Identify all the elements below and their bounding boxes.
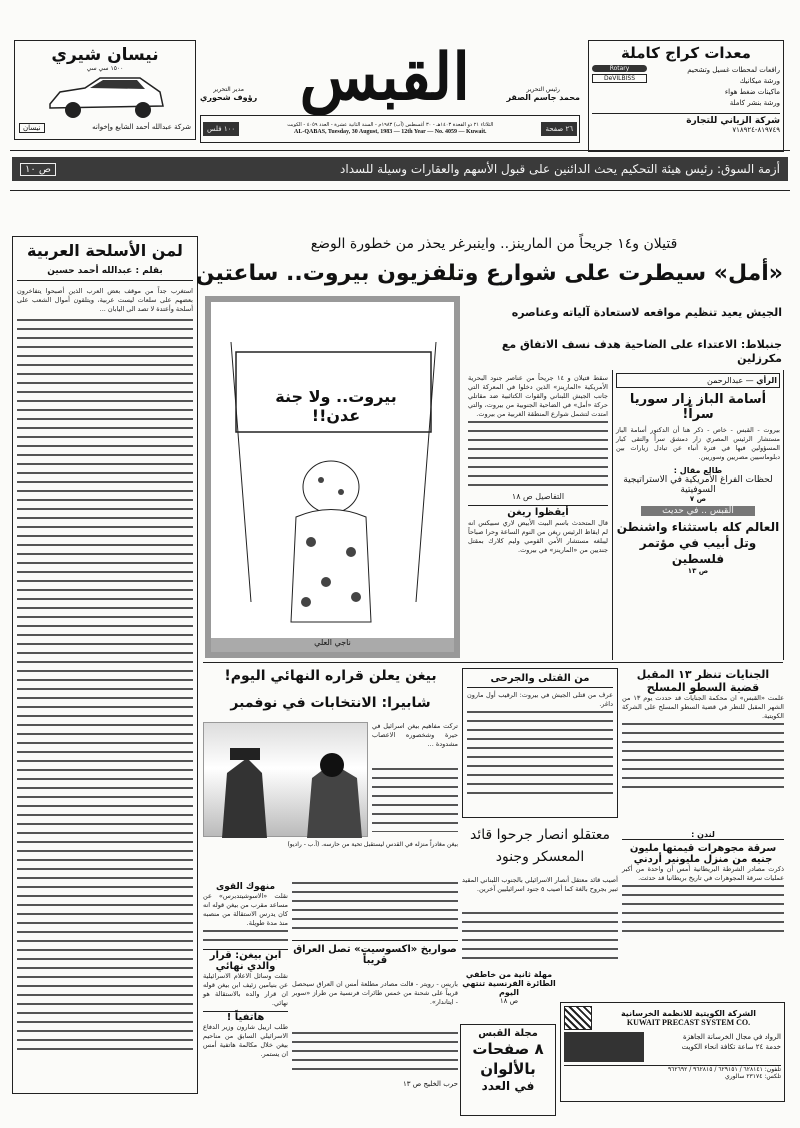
london-story [622, 830, 784, 933]
lead-body [468, 374, 608, 555]
ad-company-ar: الشركة الكويتية للانظمة الخرسانية [620, 1009, 757, 1018]
lead-subhead-jumblatt: جنبلاط: الاعتداء على الضاحية هدف نسف الاتفاق مع مكرزلين [501, 338, 782, 365]
banner-headline: أزمة السوق: رئيس هيئة التحكيم يحث الدائنين على قبول الأسهم والعقارات وسيلة للسداد [340, 162, 780, 176]
top-banner[interactable] [12, 157, 788, 181]
ansar-text [462, 910, 618, 964]
ibn-begin-title: ابن بيغن: قرار والدي نهائي [203, 949, 288, 972]
ad-item: ورشة بنشر كاملة [729, 99, 780, 107]
lead-headline[interactable]: «أمل» سيطرت على شوارع وتلفزيون بيروت.. ساعتين [195, 261, 783, 286]
nissan-logo: نيسان [19, 123, 45, 133]
missiles-text [292, 1030, 458, 1070]
company-phone: ٨١٩٧٤٩-٧١٨٩٢٤ [732, 126, 780, 134]
lead-kicker: قتيلان و١٤ جريحاً من المارينز.. واينبرغر يحذر من خطورة الوضع [310, 236, 678, 252]
opinion-body: بيروت - القبس - خاص - ذكر هنا أن الدكتور أسامة الباز مستشار الرئيس المصري زار دمشق سراً والتقى كبار المسؤولين فيها في فترة أنباء عن تبادل زيارات بين دبلوماسيين مصريين وسوريين. [616, 426, 780, 461]
interview-headline[interactable]: العالم كله باستثناء واشنطن وتل أبيب في مؤتمر فلسطين [616, 520, 780, 566]
opinion-column-arab-arms [12, 236, 198, 1094]
ad-subtitle: ١٥٠٠ سي سي [86, 65, 124, 72]
ad-company-en: KUWAIT PRECAST SYSTEM CO. [626, 1018, 751, 1027]
missiles-continued: حرب الخليج ص ١٣ [403, 1080, 458, 1088]
ad-item: ماكينات ضغط هواء [724, 88, 780, 96]
magazine-line3: في العدد [481, 1079, 535, 1093]
managing-editor: رؤوف شحوري [200, 93, 258, 102]
devilbiss-logo: DeVILBISS [592, 74, 647, 83]
shapira-headline[interactable]: شابيرا: الانتخابات في نوفمبر [230, 695, 431, 711]
court-title[interactable]: الجنايات تنظر ١٣ المقبل قضية السطو المسلح [636, 668, 770, 694]
opinion-box: الرأي — عبدالرحمن أسامة الباز زار سوريا سراً! بيروت - القبس - خاص - ذكر هنا أن الدكتور أسامة الباز مستشار الرئيس المصري زار دمشق سراً والتقى كبار المسؤولين فيها في فترة أنباء عن تبادل زيارات بين دبلوماسيين مصريين وسوريين. طالع مقال : لحظات الفراغ الأمريكية في الاستراتيجية السوفيتية ص ٧ القبس .. في حديث العالم كله باستثناء واشنطن وتل أبيب في مؤتمر فلسطين ص ١٣ [612, 370, 784, 660]
missiles-body: باريس - رويتر - قالت مصادر مطلعة أمس ان العراق سيحصل قريباً على شحنة من خمس طائرات فرنسية من طراز «سوبر - ايتاندار». [292, 980, 458, 1006]
date-bar [200, 115, 580, 143]
powers-text [203, 928, 288, 946]
editor-in-chief: محمد جاسم الصقر [506, 93, 580, 102]
phone-body: طلب ارييل شارون وزير الدفاع الاسرائيلي السابق من مناحيم بيغن خلال مكالمة هاتفية أمس ان يستمر. [203, 1023, 288, 1058]
ad-service: خدمة ٢٤ ساعة تكافة انحاء الكويت [681, 1043, 781, 1051]
opinion-title[interactable]: أسامة الباز زار سوريا سراً! [629, 392, 767, 422]
magazine-line1: ٨ صفحات [472, 1040, 544, 1058]
read-label: طالع مقال : [673, 466, 723, 475]
magazine-line2: بالألوان [480, 1060, 536, 1078]
london-title[interactable]: سرقة مجوهرات قيمتها مليون جنيه من منزل مليونير أردني [622, 839, 784, 865]
ibn-begin-body: نقلت وسائل الاعلام الاسرائيلية عن بنيامين زئيف ابن بيغن قوله ان قرار والده بالاستقالة هو نهائي. [203, 972, 288, 1007]
rotary-logo: Rotary [592, 65, 647, 72]
masthead [200, 40, 580, 145]
divider [203, 662, 783, 663]
court-body: علمت «القبس» ان محكمة الجنايات قد حددت يوم ١٣ من الشهر المقبل للنظر في قضية السطو المسلح على الشركة الكويتية. [622, 694, 784, 720]
london-body: ذكرت مصادر الشرطة البريطانية أمس أن واحدة من أكبر عمليات سرقة المجوهرات في تاريخ بريطانيا قد حدثت. [622, 865, 784, 882]
powers-title: منهوك القوى [215, 882, 276, 892]
price: ١٠٠ فلس [203, 122, 239, 136]
column-title: لمن الأسلحة العربية [27, 241, 183, 260]
plane-title: مهلة ثانية من خاطفي الطائرة الفرنسية تنتهي اليوم [462, 970, 556, 997]
banner-page: ص ١٠ [20, 163, 56, 176]
phone-title: هاتفياً ! [203, 1011, 288, 1023]
photo-figures [202, 723, 367, 838]
powers-body: نقلت «الاسوشيتدبرس» عن مساعد مقرب من بيغن قوله انه كان يدرس الاستقالة من منصبه منذ مدة طويلة. [203, 892, 288, 927]
begin-text-cont [292, 880, 458, 932]
ad-slogan: الرواد في مجال الخرسانة الجاهزة [682, 1033, 781, 1041]
newspaper-logo: القبس [299, 40, 470, 115]
divider [10, 150, 790, 151]
page-count: ٢٦ صفحة [541, 122, 577, 136]
court-story [622, 668, 784, 791]
magazine-title: مجلة القبس [478, 1028, 538, 1039]
court-text [622, 721, 784, 791]
company-logo [564, 1006, 592, 1030]
plane-story[interactable] [462, 970, 556, 1005]
lead-subhead-army: الجيش يعيد تنظيم مواقعه لاستعادة آلياته وعناصره [511, 306, 782, 319]
opinion-author: عبدالرحمن [706, 376, 744, 385]
managing-editor-label: مدير التحرير [213, 86, 244, 93]
cartoon-banner-text: بيروت.. ولا جنة عدن!! [275, 387, 397, 425]
nissan-ad[interactable] [14, 40, 196, 140]
garage-equipment-ad[interactable] [588, 40, 784, 152]
reagan-body: قال المتحدث باسم البيت الأبيض لاري سبيكس انه لم ايقاظ الرئيس ريغن من النوم الساعة وحرا صباحاً ليبلغه مستشار الأمن القومي وليم كلارك بمقتل جنديين من «المارينز» في بيروت. [468, 519, 608, 554]
divider [10, 190, 790, 191]
casualties-box [462, 668, 618, 818]
ad-item: رافعات لمحطات غسيل وتشحيم [687, 66, 780, 74]
column-text [17, 317, 193, 1057]
byline: بقلم : عبدالله أحمد حسين [17, 266, 193, 281]
lead-body-filler [468, 419, 608, 491]
company-name: شركة الزياني للتجارة [592, 113, 780, 126]
opinion-section: الرأي [756, 376, 777, 385]
ansar-headline[interactable]: معتقلو انصار جرحوا قائد المعسكر وجنود [469, 827, 611, 865]
begin-headline[interactable]: بيغن يعلن قراره النهائي اليوم! [224, 668, 437, 684]
ad-dark-block [564, 1032, 644, 1062]
ad-phone: تلفون: ٦٢٨١٤١ / ٦٢٩١٥١ / ٩٦٢٨١٥ / ٩٦٢٦٩٢ [564, 1065, 781, 1073]
magazine-promo[interactable] [460, 1024, 556, 1116]
ansar-body: أصيب قائد معتقل أنصار الاسرائيلي بالجنوب اللبناني المقيد ثبير بجروح بالغة كما أصيب ٥ جنود اسرائيليين آخرين. [462, 876, 618, 893]
lead-body-text: سقط قتيلان و ١٤ جريحاً من عناصر جنود البحرية الأمريكية «المارينز» الذين دخلوا في المعركة التي جانب الجيش اللبناني والقوات الكتائبية ضد مقاتلي حركة «أمل» في الضاحية الجنوبية من بيروت، والتي امتدت لتشمل شوارع المنطقة الغربية من بيروت. [468, 374, 608, 418]
precast-ad[interactable] [560, 1002, 785, 1102]
ad-title: نيسان شيري [51, 45, 159, 65]
begin-text [372, 766, 458, 832]
article-page: ص ٧ [689, 495, 707, 503]
plane-page: ص ١٨ [499, 997, 519, 1005]
photo-caption: بيغن مغادراً منزله في القدس ليستقبل تحية من حارسه. (أ.ب - راديو) [287, 841, 458, 848]
reagan-title: أيقظوا ريغن [468, 505, 608, 519]
continued: التفاصيل ص ١٨ [511, 492, 565, 501]
interview-section: القبس .. في حديث [641, 506, 755, 516]
begin-photo [203, 722, 368, 837]
begin-body: تركت مفاهيم بيغن اسرائيل في حيرة وشخصوره الاعصاب مشدودة ... [372, 722, 458, 748]
casualties-title: من القتلى والجرحى [467, 673, 613, 688]
ad-item: ورشة ميكانيك [739, 77, 780, 85]
ad-telex: تلكس: ٢٣١٧٤ سالوري [725, 1073, 781, 1080]
casualties-list [467, 709, 613, 799]
cartoon-credit: ناجي العلي [211, 638, 454, 652]
cartoon-drawing [211, 302, 454, 632]
powers-story [203, 882, 288, 1059]
car-image [45, 74, 165, 119]
missiles-headline[interactable]: صواريخ «اكسوسيت» تصل العراق قريباً [292, 940, 458, 966]
editor-label: رئيس التحرير [526, 86, 560, 93]
london-text [622, 883, 784, 933]
casualties-body: عرف من قتلى الجيش في بيروت: الرقيب أول مارون داغر. [467, 691, 613, 708]
dealer: شركة عبدالله أحمد الشايع وإخوانه [92, 123, 191, 131]
interview-page: ص ١٣ [687, 567, 709, 575]
article-link[interactable]: لحظات الفراغ الأمريكية في الاستراتيجية السوفيتية [623, 475, 773, 495]
cartoon [205, 296, 460, 658]
column-body: استغرب جداً من موقف بعض العرب الذين أصبحوا يتفاخرون بعضهم على سلعات ليست عربية، ويتلقون أموال الشعب على أسلحة وأعتدة لا تصد الى اليابان ... [17, 287, 193, 313]
date-arabic: الثلاثاء ٢١ ذو القعدة ١٤٠٣هـ - ٣٠ أغسطس (آب) ١٩٨٣م - السنة الثانية عشرة - العدد ٤٠٥٩ - الكويت [287, 122, 494, 128]
london-dateline: لندن : [691, 830, 715, 839]
ad-title: معدات كراج كاملة [621, 44, 751, 62]
date-english: AL-QABAS, Tuesday, 30 August, 1983 — 12th Year — No. 4059 — Kuwait. [294, 129, 487, 135]
